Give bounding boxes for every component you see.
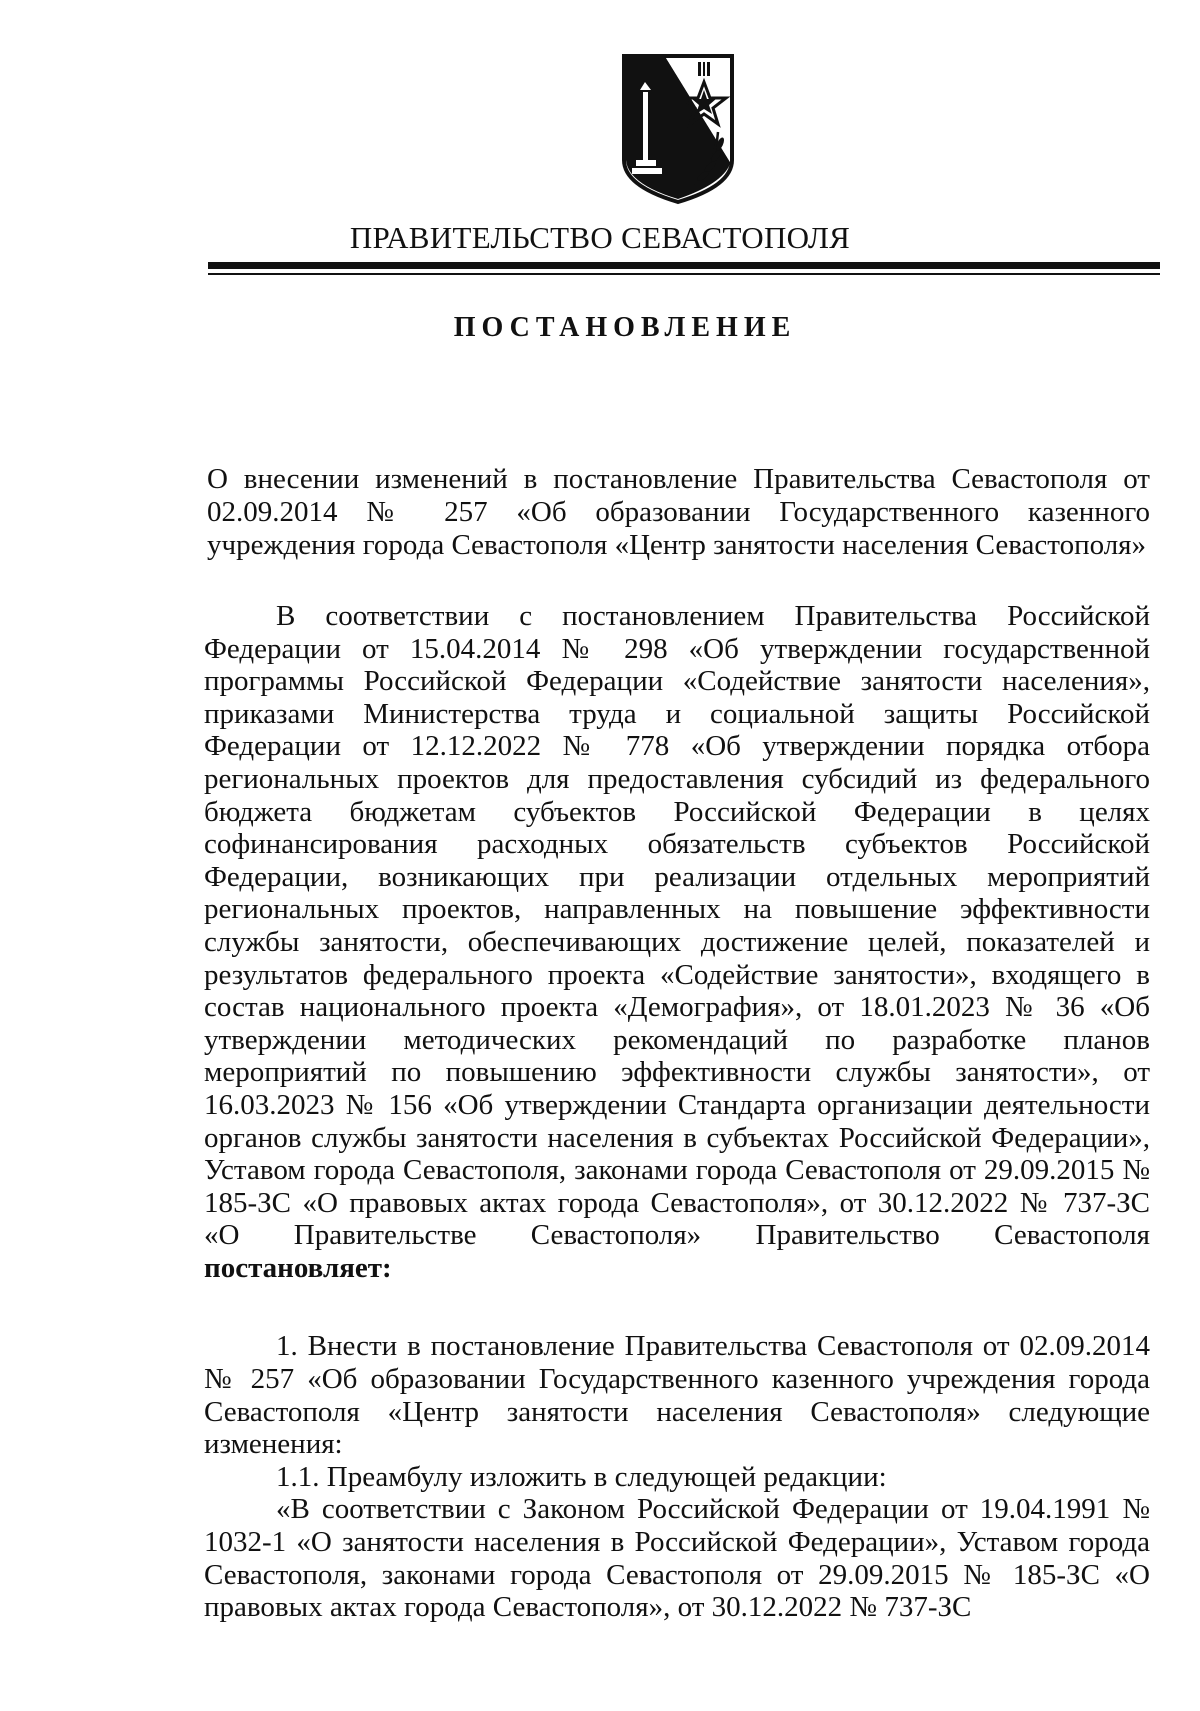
document-subject: О внесении изменений в постановление Правительства Севастополя от 02.09.2014 № 257 «Об образовании Государственного казенного учреждения города Севастополя «Центр занятости населения Севастополя»	[207, 463, 1150, 561]
resolves-keyword: постановляет:	[204, 1251, 392, 1284]
item-paragraph: «В соответствии с Законом Российской Федерации от 19.04.1991 № 1032-1 «О занятости населения в Российской Федерации», Уставом города Севастополя, законами города Севастополя от 29.09.2015 № 185-ЗС «О правовых актах города Севастополя», от 30.12.2022 № 737-ЗС	[204, 1493, 1150, 1624]
item-paragraph: 1.1. Преамбулу изложить в следующей редакции:	[276, 1460, 887, 1493]
header-divider-thick	[208, 262, 1160, 269]
preamble-paragraph	[204, 600, 1150, 1284]
header-divider-thin	[208, 273, 1160, 275]
preamble-text: В соответствии с постановлением Правительства Российской Федерации от 15.04.2014 № 298 «Об утверждении государственной программы Российской Федерации «Содействие занятости населения», приказами Министерства труда и социальной защиты Российской Федерации от 12.12.2022 № 778 «Об утверждении порядка отбора региональных проектов для предоставления субсидий из федерального бюджета бюджетам субъектов Российской Федерации в целях софинансирования расходных обязательств субъектов Российской Федерации, возникающих при реализации отдельных мероприятий региональных проектов, направленных на повышение эффективности службы занятости, обеспечивающих достижение целей, показателей и результатов федерального проекта «Содействие занятости», входящего в состав национального проекта «Демография», от 18.01.2023 № 36 «Об утверждении методических рекомендаций по разработке планов мероприятий по повышению эффективности службы занятости», от 16.03.2023 № 156 «Об утверждении Стандарта организации деятельности органов службы занятости населения в субъектах Российской Федерации», Уставом города Севастополя, законами города Севастополя от 29.09.2015 № 185-ЗС «О правовых актах города Севастополя», от 30.12.2022 № 737-ЗС «О Правительстве Севастополя» Правительство Севастополя	[204, 600, 1150, 1252]
document-type-title: ПОСТАНОВЛЕНИЕ	[453, 312, 797, 343]
coat-of-arms-emblem	[618, 52, 738, 206]
item-paragraph: 1. Внести в постановление Правительства Севастополя от 02.09.2014 № 257 «Об образовании Государственного казенного учреждения города Севастополя «Центр занятости населения Севастополя» следующие изменения:	[204, 1330, 1150, 1461]
document-body	[204, 600, 1150, 1624]
organization-name: ПРАВИТЕЛЬСТВО СЕВАСТОПОЛЯ	[349, 220, 851, 255]
